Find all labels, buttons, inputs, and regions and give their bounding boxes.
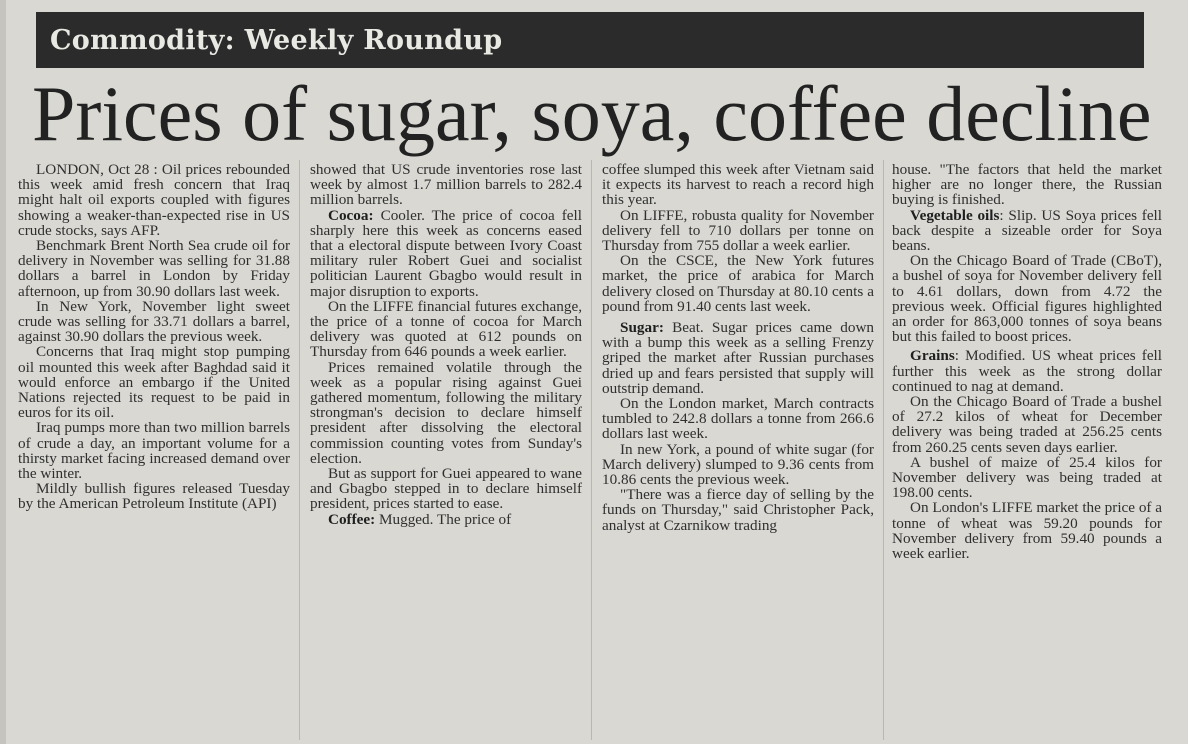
paragraph: Mildly bullish figures released Tuesday by the American Petroleum Institute (API) [18,480,290,513]
paragraph: On the Chicago Board of Trade (CBoT), a bushel of soya for November delivery fell to 4.61 dollars, down from 4.72 the previous week. Official figures highlighted an order for 863,000 tonnes of soya beans but this failed to boost prices. [892,252,1162,346]
paragraph: Concerns that Iraq might stop pumping oil mounted this week after Baghdad said it would enforce an embargo if the United Nations rejected its request to be paid in euros for its oil. [18,343,290,422]
paragraph: Benchmark Brent North Sea crude oil for delivery in November was selling for 31.88 dollars a barrel in London by Friday afternoon, up from 30.90 dollars last week. [18,237,290,300]
paragraph-text: Cooler. The price of cocoa fell sharply here this week as concerns eased that a electoral dispute between Ivory Coast military ruler Robert Guei and socialist politician Laurent Gbagbo would result in major disruption to exports. [310,206,582,300]
subhead-grains: Grains [910,347,955,365]
article-column-4 [892,162,1162,740]
article-column-3 [602,162,874,740]
paragraph: But as support for Guei appeared to wane and Gbagbo stepped in to declare himself president, prices started to ease. [310,465,582,513]
subhead-sugar: Sugar: [620,319,664,337]
paragraph: showed that US crude inventories rose last week by almost 1.7 million barrels to 282.4 million barrels. [310,162,582,209]
paragraph-cocoa [310,208,582,299]
paragraph-text: : Modified. US wheat prices fell further this week as the strong dollar continued to nag at demand. [892,347,1162,395]
paragraph: Prices remained volatile through the week as a popular rising against Guei gathered momentum, following the military strongman's decision to declare himself president after dissolving the electoral commission counting votes from Sunday's election. [310,358,582,467]
paragraph: On the Chicago Board of Trade a bushel of 27.2 kilos of wheat for December delivery was being traded at 256.25 cents from 260.25 cents seven days earlier. [892,393,1162,456]
paragraph: In New York, November light sweet crude was selling for 33.71 dollars a barrel, against 30.90 dollars the previous week. [18,297,290,346]
paragraph-vegetable-oils [892,208,1162,254]
paragraph: On the LIFFE financial futures exchange, the price of a tonne of cocoa for March delivery was quoted at 612 pounds on Thursday from 646 pounds a week earlier. [310,297,582,361]
article-column-1 [18,162,290,740]
paragraph-grains [892,348,1162,394]
paragraph: LONDON, Oct 28 : Oil prices rebounded this week amid fresh concern that Iraq might halt oil exports coupled with figures showing a weaker-than-expected rise in US crude stocks, says AFP. [18,162,290,239]
subhead-vegetable-oils: Vegetable oils [910,206,1000,224]
paragraph: Iraq pumps more than two million barrels of crude a day, an important volume for a thirsty market facing increased demand over the winter. [18,419,290,483]
page-edge [0,0,6,744]
section-banner [36,12,1144,68]
column-divider [883,160,884,740]
paragraph: A bushel of maize of 25.4 kilos for November delivery was being traded at 198.00 cents. [892,453,1162,502]
subhead-coffee: Coffee: [328,510,376,528]
paragraph-text: : Slip. US Soya prices fell back despite a sizeable order for Soya beans. [892,206,1162,255]
article-column-2 [310,162,582,740]
subhead-cocoa: Cocoa: [328,206,374,224]
column-divider [299,160,300,740]
column-divider [591,160,592,740]
paragraph-text: Beat. Sugar prices came down with a bump this week as a selling Frenzy griped the market after Russian purchases dried up and fears persisted that supply will outstrip demand. [602,319,874,397]
paragraph: house. "The factors that held the market higher are no longer there, the Russian buying is finished. [892,162,1162,209]
section-banner-text: Commodity: Weekly Roundup [50,24,503,56]
paragraph: In new York, a pound of white sugar (for March delivery) slumped to 9.36 cents from 10.86 cents the previous week. [602,440,874,489]
paragraph: On London's LIFFE market the price of a tonne of wheat was 59.20 pounds for November delivery from 59.40 pounds a week earlier. [892,499,1162,563]
paragraph: "There was a fierce day of selling by the funds on Thursday," said Christopher Pack, analyst at Czarnikow trading [602,486,874,534]
paragraph-text: Mugged. The price of [375,510,512,528]
paragraph: On the London market, March contracts tumbled to 242.8 dollars a tonne from 266.6 dollars last week. [602,395,874,443]
headline: Prices of sugar, soya, coffee decline [32,70,1152,157]
paragraph: On LIFFE, robusta quality for November delivery fell to 710 dollars per tonne on Thursday from 755 dollar a week earlier. [602,206,874,255]
paragraph-sugar [602,320,874,396]
paragraph: coffee slumped this week after Vietnam said it expects its harvest to reach a record high this year. [602,162,874,209]
paragraph: On the CSCE, the New York futures market, the price of arabica for March delivery closed on Thursday at 80.10 cents a pound from 91.40 cents last week. [602,252,874,315]
paragraph-coffee [310,512,582,527]
